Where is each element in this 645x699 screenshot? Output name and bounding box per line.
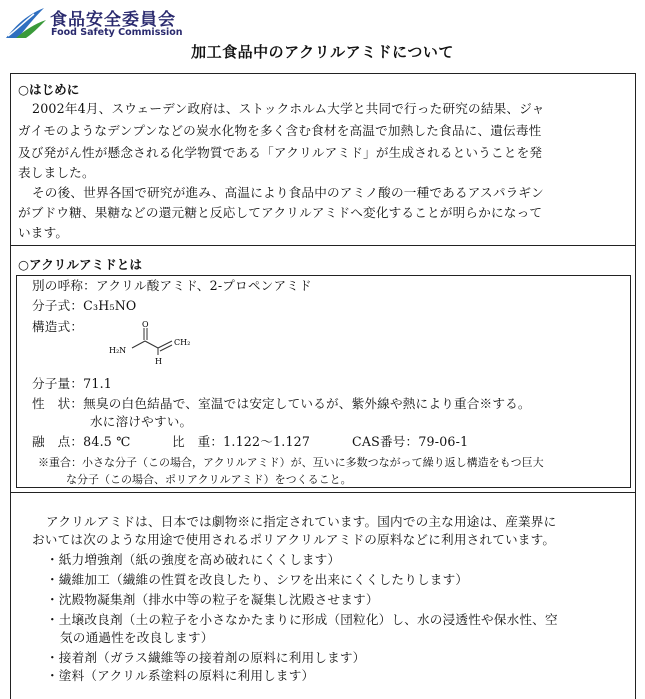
cas-number: CAS番号：79-06-1 bbox=[352, 434, 469, 449]
melting-point: 融 点：84.5 ℃ bbox=[32, 434, 131, 449]
uses-list-item: ・繊維加工（繊維の性質を改良したり、シワを出来にくくしたりします） bbox=[46, 572, 469, 587]
fsc-logo-icon bbox=[4, 6, 48, 40]
structural-formula-diagram bbox=[104, 318, 214, 370]
molecular-weight: 分子量：71.1 bbox=[32, 376, 113, 391]
intro-line: ガイモのようなデンプンなどの炭水化物を多く含む食材を高温で加熱した食品に、遺伝毒性 bbox=[18, 123, 542, 138]
uses-list-item: ・塗料（アクリル系塗料の原料に利用します） bbox=[46, 668, 315, 683]
atom-hydrogen: H bbox=[155, 357, 162, 366]
specific-gravity: 比 重：1.122～1.127 bbox=[172, 434, 311, 449]
atom-methylene: CH₂ bbox=[174, 338, 191, 347]
properties-line: 性 状：無臭の白色結晶で、室温では安定しているが、紫外線や熱により重合※する。 bbox=[32, 396, 531, 411]
page-title: 加工食品中のアクリルアミドについて bbox=[191, 43, 454, 61]
about-heading: ○アクリルアミドとは bbox=[18, 257, 142, 272]
section-divider-2 bbox=[10, 492, 636, 493]
intro-line: がブドウ糖、果糖などの還元糖と反応してアクリルアミドへ変化することが明らかになって bbox=[18, 205, 543, 220]
atom-oxygen: O bbox=[142, 320, 149, 329]
uses-list-item: ・土壌改良剤（土の粒子を小さなかたまりに形成（団粒化）し、水の浸透性や保水性、空 bbox=[46, 612, 558, 627]
structure-label: 構造式： bbox=[32, 319, 84, 334]
intro-line: 2002年4月、スウェーデン政府は、ストックホルム大学と共同で行った研究の結果、ジャ bbox=[32, 101, 545, 116]
intro-line: 表しました。 bbox=[18, 165, 95, 180]
properties-line: 水に溶けやすい。 bbox=[90, 414, 193, 429]
logo-english-name: Food Safety Commission bbox=[51, 27, 183, 38]
intro-line: その後、世界各国で研究が進み、高温により食品中のアミノ酸の一種であるアスパラギン bbox=[32, 185, 544, 200]
uses-paragraph-line: アクリルアミドは、日本では劇物※に指定されています。国内での主な用途は、産業界に bbox=[46, 514, 557, 529]
logo-japanese-name: 食品安全委員会 bbox=[50, 10, 176, 30]
other-names: 別の呼称：アクリル酸アミド、2-プロペンアミド bbox=[32, 278, 312, 293]
molecular-formula: 分子式：C₃H₅NO bbox=[32, 298, 137, 313]
uses-paragraph-line: おいては次のような用途で使用されるポリアクリルアミドの原料などに利用されています。 bbox=[32, 532, 556, 547]
intro-heading: ○はじめに bbox=[18, 82, 80, 97]
uses-list-item-cont: 気の通過性を改良します） bbox=[60, 630, 214, 645]
uses-list-item: ・紙力増強剤（紙の強度を高め破れにくくします） bbox=[46, 552, 341, 567]
intro-line: 及び発がん性が懸念される化学物質である「アクリルアミド」が生成されるということを発 bbox=[18, 145, 543, 160]
section-divider bbox=[10, 245, 636, 246]
footnote-line: な分子（この場合、ポリアクリルアミド）をつくること。 bbox=[66, 473, 352, 486]
atom-amine: H₂N bbox=[109, 346, 127, 355]
uses-list-item: ・接着剤（ガラス繊維等の接着剤の原料に利用します） bbox=[46, 650, 366, 665]
footnote-line: ※重合：小さな分子（この場合，アクリルアミド）が、互いに多数つながって繰り返し構造をもつ巨大 bbox=[38, 456, 544, 469]
fsc-logo bbox=[4, 2, 204, 40]
intro-line: います。 bbox=[18, 225, 69, 240]
uses-list-item: ・沈殿物凝集剤（排水中等の粒子を凝集し沈殿させます） bbox=[46, 592, 379, 607]
